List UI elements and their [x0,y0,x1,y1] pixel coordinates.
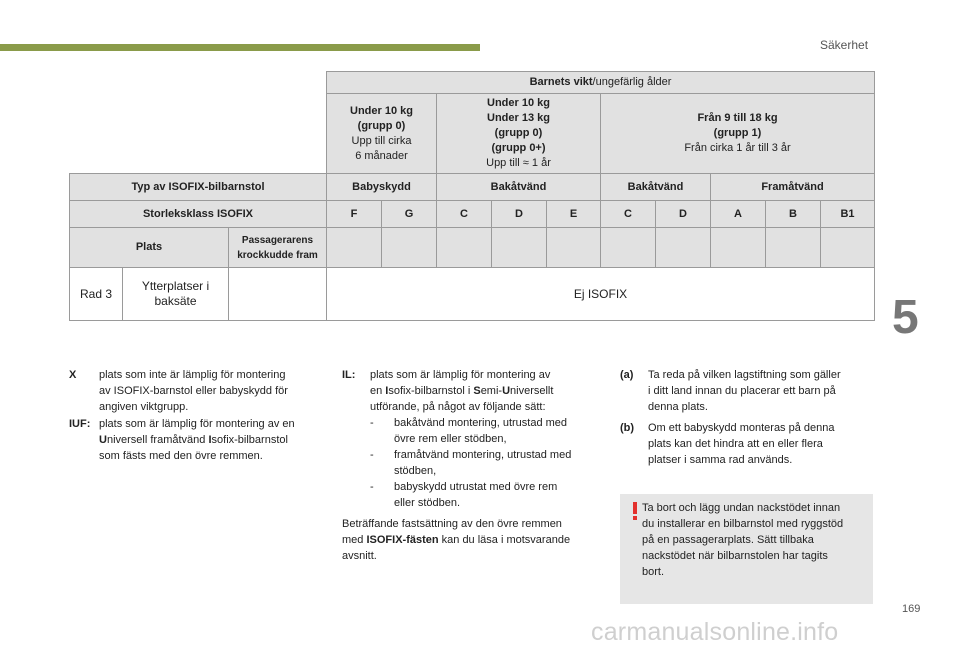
warning-text: Ta bort och lägg undan nackstödet innan du installerar en bilbarnstol med ryggstöd på en passagerarplats. Sätt tillbaka nackstödet när bilbarnstolen har tagits bort. [642,502,844,578]
chapter-number: 5 [892,291,919,344]
size-label: Storleksklass ISOFIX [69,200,327,228]
page-number: 169 [902,603,921,615]
type-framatvand: Framåtvänd [710,173,875,201]
exclamation-icon [630,500,640,527]
watermark: carmanualsonline.info [591,618,839,646]
size-f: F [326,200,382,228]
row3-value: Ej ISOFIX [326,267,875,321]
group-0plus-header: Under 10 kg Under 13 kg (grupp 0) (grupp 0+) Upp till ≈ 1 år [436,93,601,174]
table-title: Barnets vikt/ungefärlig ålder [326,71,875,94]
isofix-table [69,71,875,321]
place-cell [326,227,382,268]
size-c: C [436,200,492,228]
type-bakatvand-2: Bakåtvänd [600,173,711,201]
place-cell [710,227,766,268]
place-cell [765,227,821,268]
airbag-label: Passagerarens krockkudde fram [228,227,327,268]
size-g: G [381,200,437,228]
place-cell [820,227,875,268]
row3-seat: Ytterplatser i baksäte [122,267,229,321]
size-b: B [765,200,821,228]
type-label: Typ av ISOFIX-bilbarnstol [69,173,327,201]
size-b1: B1 [820,200,875,228]
size-e: E [546,200,601,228]
fastening-paragraph: Beträffande fastsättning av den övre remmen med ISOFIX-fästen kan du läsa i motsvarande avsnitt. [342,518,571,562]
place-cell [655,227,711,268]
type-babyskydd: Babyskydd [326,173,437,201]
place-cell [600,227,656,268]
size-d: D [491,200,547,228]
size-a: A [710,200,766,228]
place-cell [436,227,492,268]
type-bakatvand-1: Bakåtvänd [436,173,601,201]
place-cell [381,227,437,268]
row3-label: Rad 3 [69,267,123,321]
size-c-2: C [600,200,656,228]
header-accent-bar [0,44,480,51]
size-d-2: D [655,200,711,228]
place-label: Plats [69,227,229,268]
group-1-header: Från 9 till 18 kg (grupp 1) Från cirka 1 år till 3 år [600,93,875,174]
group-0-header: Under 10 kg (grupp 0) Upp till cirka 6 månader [326,93,437,174]
section-title: Säkerhet [820,38,869,52]
place-cell [546,227,601,268]
place-cell [491,227,547,268]
row3-airbag [228,267,327,321]
